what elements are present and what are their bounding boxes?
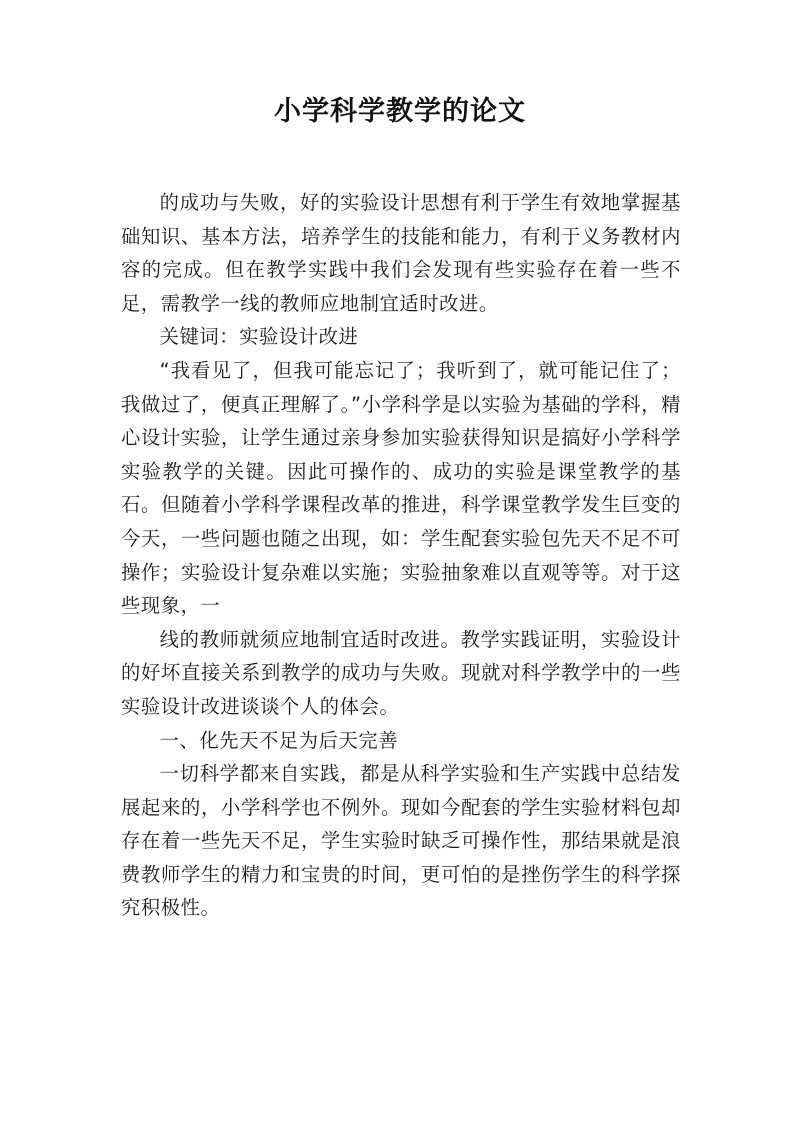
section-heading-1: 一、化先天不足为后天完善: [159, 728, 399, 752]
paragraph-quote: “我看见了，但我可能忘记了；我听到了，就可能记住了；我做过了，便真正理解了。”小学科学是以实验为基础的学科，精心设计实验，让学生通过亲身参加实验获得知识是搞好小学科学实验教学的关键。因此可操作的、成功的实验是课堂教学的基石。但随着小学科学课程改革的推进，科学课堂教学发生巨变的今天，一些问题也随之出现，如：学生配套实验包先天不足不可操作；实验设计复杂难以实施；实验抽象难以直观等等。对于这些现象，一: [121, 358, 681, 618]
paragraph-intro: 的成功与失败，好的实验设计思想有利于学生有效地掌握基础知识、基本方法，培养学生的技能和能力，有利于义务教材内容的完成。但在教学实践中我们会发现有些实验存在着一些不足，需教学一线的教师应地制宜适时改进。: [121, 191, 681, 315]
document-body: [121, 186, 681, 925]
paragraph-continuation: 线的教师就须应地制宜适时改进。教学实践证明，实验设计的好坏直接关系到教学的成功与失败。现就对科学教学中的一些实验设计改进谈谈个人的体会。: [121, 627, 681, 718]
paragraph-keywords: 关键词：实验设计改进: [159, 325, 359, 349]
paragraph-section-1: 一切科学都来自实践，都是从科学实验和生产实践中总结发展起来的，小学科学也不例外。现如今配套的学生实验材料包却存在着一些先天不足，学生实验时缺乏可操作性，那结果就是浪费教师学生的精力和宝贵的时间，更可怕的是挫伤学生的科学探究积极性。: [121, 762, 681, 920]
document-title: 小学科学教学的论文: [274, 96, 526, 127]
